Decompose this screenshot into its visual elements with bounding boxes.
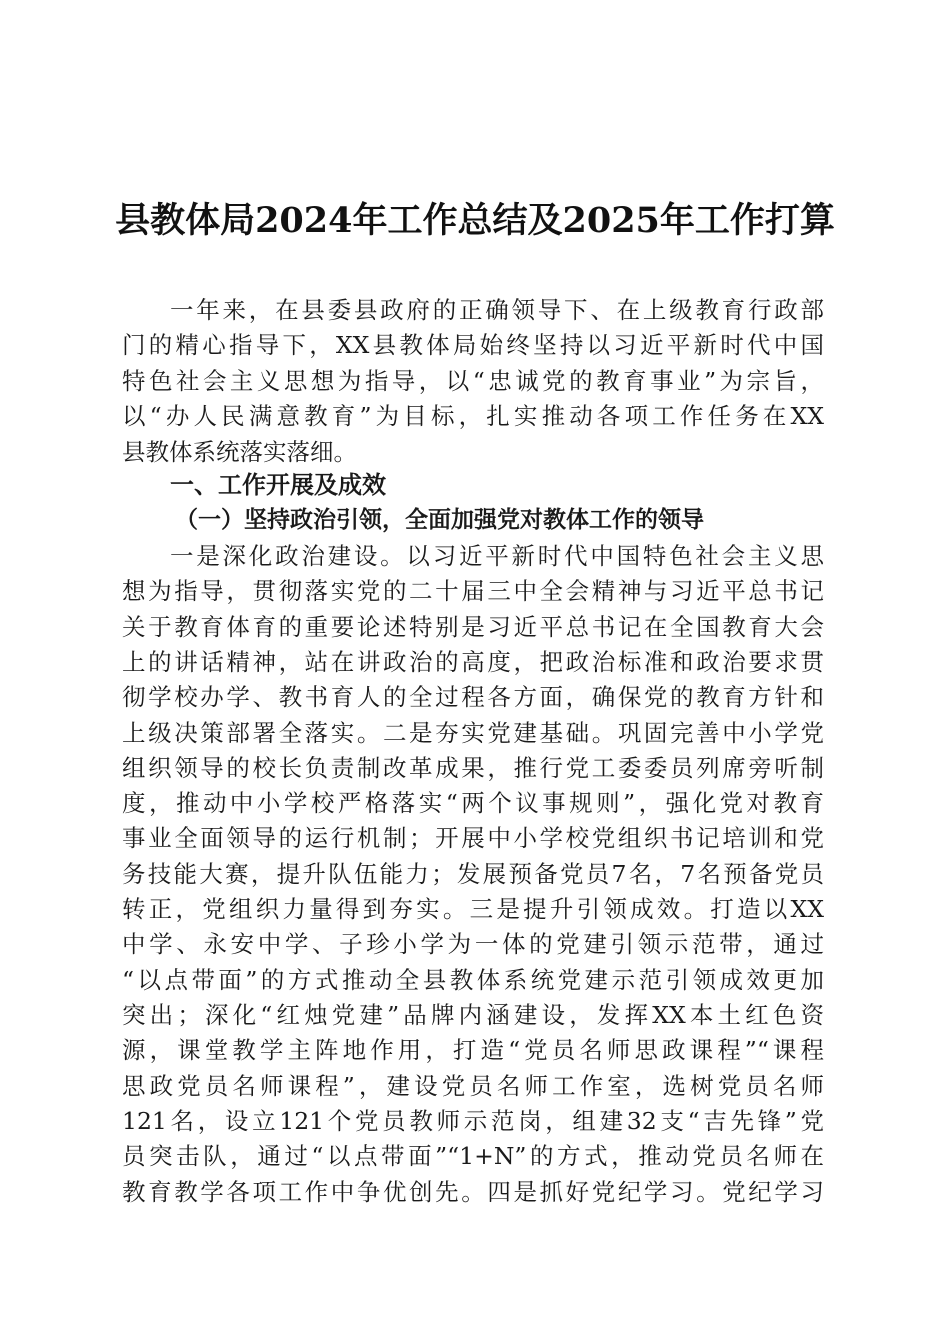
paragraph-line: 县教体系统落实落细。 xyxy=(122,438,357,466)
paragraph-line: “以点带面”的方式推动全县教体系统党建示范引领成效更加 xyxy=(122,966,824,994)
paragraph-line: 组织领导的校长负责制改革成果，推行党工委委员列席旁听制 xyxy=(122,754,824,782)
paragraph-line: 121名，设立121个党员教师示范岗，组建32支“吉先锋”党 xyxy=(122,1107,824,1135)
document-title: 县教体局2024年工作总结及2025年工作打算 xyxy=(115,200,835,241)
paragraph-line: 教育教学各项工作中争优创先。四是抓好党纪学习。党纪学习 xyxy=(122,1178,824,1206)
paragraph-line: 以“办人民满意教育”为目标，扎实推动各项工作任务在XX xyxy=(122,402,824,430)
paragraph-line: 事业全面领导的运行机制；开展中小学校党组织书记培训和党 xyxy=(122,824,824,852)
paragraph-line: 彻学校办学、教书育人的全过程各方面，确保党的教育方针和 xyxy=(122,683,824,711)
paragraph-line: 转正，党组织力量得到夯实。三是提升引领成效。打造以XX xyxy=(122,895,824,923)
subsection-heading: （一）坚持政治引领，全面加强党对教体工作的领导 xyxy=(175,506,704,533)
paragraph-line: 度，推动中小学校严格落实“两个议事规则”，强化党对教育 xyxy=(122,789,824,817)
paragraph-line: 突出；深化“红烛党建”品牌内涵建设，发挥XX本土红色资 xyxy=(122,1001,824,1029)
paragraph-line: 源，课堂教学主阵地作用，打造“党员名师思政课程”“课程 xyxy=(122,1036,824,1064)
paragraph-line: 关于教育体育的重要论述特别是习近平总书记在全国教育大会 xyxy=(122,613,824,641)
paragraph-line: 务技能大赛，提升队伍能力；发展预备党员7名，7名预备党员 xyxy=(122,860,824,888)
paragraph-line: 门的精心指导下，XX县教体局始终坚持以习近平新时代中国 xyxy=(122,331,824,359)
paragraph-line: 中学、永安中学、子珍小学为一体的党建引领示范带，通过 xyxy=(122,930,824,958)
paragraph-line: 一年来，在县委县政府的正确领导下、在上级教育行政部 xyxy=(170,296,824,324)
paragraph-line: 思政党员名师课程”，建设党员名师工作室，选树党员名师 xyxy=(122,1072,824,1100)
paragraph-line: 想为指导，贯彻落实党的二十届三中全会精神与习近平总书记 xyxy=(122,577,824,605)
paragraph-line: 上的讲话精神，站在讲政治的高度，把政治标准和政治要求贯 xyxy=(122,648,824,676)
paragraph-line: 上级决策部署全落实。二是夯实党建基础。巩固完善中小学党 xyxy=(122,719,824,747)
section-heading: 一、工作开展及成效 xyxy=(170,471,386,499)
paragraph-line: 员突击队，通过“以点带面”“1+N”的方式，推动党员名师在 xyxy=(122,1142,824,1170)
paragraph-line: 特色社会主义思想为指导，以“忠诚党的教育事业”为宗旨， xyxy=(122,367,824,395)
paragraph-line: 一是深化政治建设。以习近平新时代中国特色社会主义思 xyxy=(170,542,824,570)
